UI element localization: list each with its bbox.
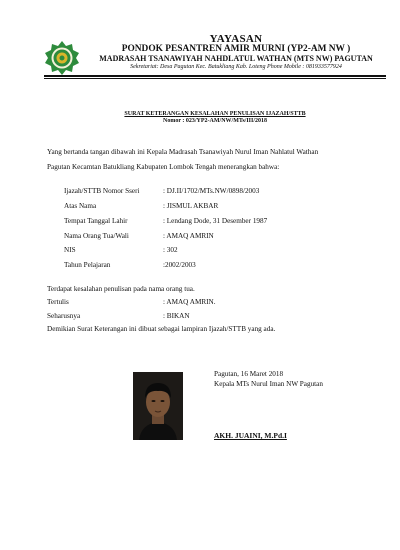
- field-label: Atas Nama: [64, 202, 97, 210]
- field-label: NIS: [64, 246, 76, 254]
- letterhead-foundation: YAYASAN: [209, 33, 263, 45]
- field-label: Ijazah/STTB Nomor Sseri: [64, 187, 140, 195]
- correction-label: Tertulis: [47, 298, 69, 306]
- field-value: : DJ.II/1702/MTs.NW/0898/2003: [163, 187, 260, 195]
- letterhead-divider-thin: [44, 78, 386, 79]
- school-logo: [44, 40, 80, 76]
- correction-value: : AMAQ AMRIN.: [163, 298, 216, 306]
- intro-line-2: Pagutan Kecamtan Batukliang Kabupaten Lombok Tengah menerangkan bahwa:: [47, 163, 280, 171]
- letter-number: Nomor : 023/YP2-AM/NW/MTs/III/2018: [163, 118, 267, 124]
- signature-place-date: Pagutan, 16 Maret 2018: [214, 370, 284, 378]
- letter-title: SURAT KETERANGAN KESALAHAN PENULISAN IJAZAH/STTB: [124, 111, 306, 117]
- field-label: Tahun Pelajaran: [64, 261, 111, 269]
- letterhead-address: Sekretariat: Desa Pagutan Kec. Batukliang Kab. Loteng Phone Mobile : 081933577924: [130, 64, 342, 70]
- field-value: : AMAQ AMRIN: [163, 232, 214, 240]
- letterhead-madrasah: MADRASAH TSANAWIYAH NAHDLATUL WATHAN (MTS NW) PAGUTAN: [99, 54, 373, 63]
- correction-label: Seharusnya: [47, 312, 81, 320]
- field-value: : JISMUL AKBAR: [163, 202, 219, 210]
- intro-line-1: Yang bertanda tangan dibawah ini Kepala Madrasah Tsanawiyah Nurul Iman Nahlatul Wathan: [47, 148, 319, 156]
- signatory-name: AKH. JUAINI, M.Pd.I: [214, 431, 287, 440]
- field-value: :2002/2003: [163, 261, 196, 269]
- field-label: Nama Orang Tua/Wali: [64, 232, 129, 240]
- closing-statement: Demikian Surat Keterangan ini dibuat sebagai lampiran Ijazah/STTB yang ada.: [47, 325, 276, 333]
- letterhead-divider: [44, 75, 386, 77]
- correction-value: : BIKAN: [163, 312, 190, 320]
- student-photo: [133, 372, 183, 440]
- letterhead-school: PONDOK PESANTREN AMIR MURNI (YP2-AM NW ): [121, 44, 351, 54]
- field-value: : 302: [163, 246, 178, 254]
- error-note: Terdapat kesalahan penulisan pada nama orang tua.: [47, 285, 195, 293]
- signature-position: Kepala MTs Nurul Iman NW Pagutan: [214, 380, 323, 388]
- field-value: : Lendang Dode, 31 Desember 1987: [163, 217, 268, 225]
- field-label: Tempat Tanggal Lahir: [64, 217, 128, 225]
